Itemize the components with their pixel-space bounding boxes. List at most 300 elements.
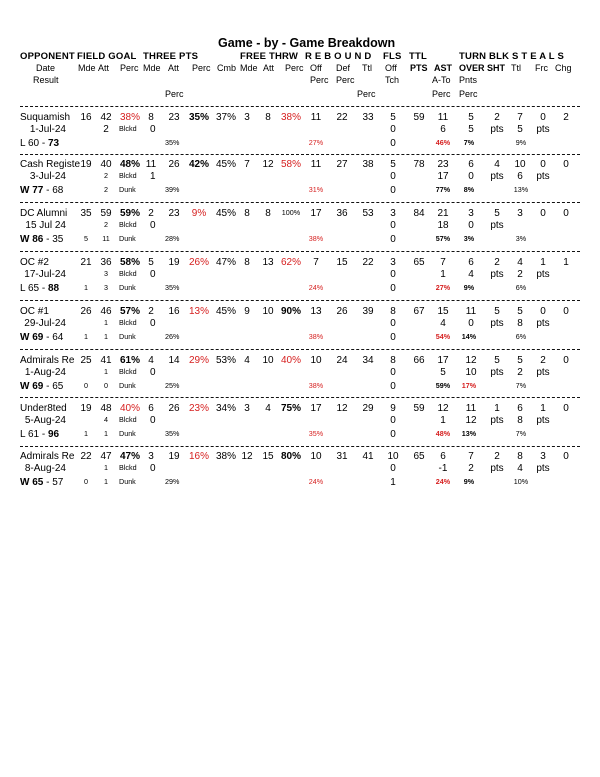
- ft-made: 7: [244, 159, 250, 170]
- three-made: 3: [148, 451, 154, 462]
- fouls-off-touch: 0: [390, 415, 396, 426]
- ft-attempted: 10: [262, 355, 274, 366]
- blocks-pts-label: pts: [490, 463, 504, 474]
- rebound-offensive: 11: [310, 112, 322, 123]
- ft-percent: 100%: [281, 208, 301, 217]
- game-date: 1-Aug-24: [24, 367, 66, 378]
- rebound-total: 34: [362, 355, 374, 366]
- fouls-off-touch: 0: [390, 171, 396, 182]
- fouls: 8: [390, 355, 396, 366]
- total-points: 67: [413, 306, 425, 317]
- fg-percent: 47%: [119, 451, 141, 462]
- turnovers: 5: [468, 112, 474, 123]
- fouls-third: 0: [390, 332, 396, 343]
- dunk-percent: 25%: [165, 381, 180, 390]
- three-percent: 23%: [188, 403, 210, 414]
- forced-pts-label: pts: [536, 269, 550, 280]
- blocked-value: 0: [150, 463, 156, 474]
- rebound-defensive: 12: [336, 403, 348, 414]
- fg-sub-value: 3: [104, 269, 108, 278]
- steals-percent: 9%: [515, 138, 527, 147]
- fg-percent: 48%: [119, 159, 141, 170]
- three-attempted: 19: [168, 451, 180, 462]
- header-row3-label: Result: [33, 75, 59, 85]
- fg-sub-value: 1: [84, 332, 88, 341]
- header-row2-label: Mde: [143, 63, 161, 73]
- steals-percent: 3%: [515, 234, 527, 243]
- assist-percent: 48%: [435, 429, 451, 438]
- header-row4-label: Perc: [165, 89, 184, 99]
- steals-forced: 1: [540, 257, 546, 268]
- assist-turnover: 4: [440, 318, 446, 329]
- fg-made: 25: [80, 355, 92, 366]
- assist-turnover: 18: [437, 220, 449, 231]
- rebound-total: 53: [362, 208, 374, 219]
- steals-points: 6: [517, 171, 523, 182]
- game-result: W 69 - 65: [20, 381, 64, 392]
- dunk-percent: 29%: [165, 477, 180, 486]
- header-row2-label: Off: [385, 63, 397, 73]
- assist-turnover: 5: [440, 367, 446, 378]
- fg-sub-value: 3: [104, 283, 108, 292]
- opponent-name: Admirals Re: [20, 355, 75, 366]
- charges: 0: [563, 159, 569, 170]
- rebound-offensive-percent: 24%: [308, 283, 324, 292]
- steals-points: 5: [517, 124, 523, 135]
- turnover-points: 12: [465, 415, 477, 426]
- fg-sub-value: 2: [104, 171, 108, 180]
- turnover-percent: 9%: [463, 477, 475, 486]
- turnover-points: 0: [468, 318, 474, 329]
- fg-attempted: 36: [100, 257, 112, 268]
- blocks-pts-label: pts: [490, 269, 504, 280]
- fg-attempted: 46: [100, 306, 112, 317]
- ft-percent: 90%: [280, 306, 302, 317]
- total-points: 65: [413, 451, 425, 462]
- rebound-total: 39: [362, 306, 374, 317]
- fg-sub-value: 5: [84, 234, 88, 243]
- game-date: 1-Jul-24: [29, 124, 66, 135]
- header-row3-label: A-To: [432, 75, 451, 85]
- steals-percent: 13%: [513, 185, 529, 194]
- turnover-percent: 3%: [463, 234, 475, 243]
- fg-attempted: 42: [100, 112, 112, 123]
- blocked-label: Blckd: [119, 171, 137, 180]
- row-separator: [20, 202, 580, 203]
- fouls-off-touch: 0: [390, 367, 396, 378]
- turnovers: 6: [468, 159, 474, 170]
- fouls: 5: [390, 112, 396, 123]
- combined-percent: 47%: [215, 257, 237, 268]
- fouls-off-touch: 0: [390, 124, 396, 135]
- game-result: W 77 - 68: [20, 185, 64, 196]
- steals-points: 4: [517, 463, 523, 474]
- rebound-defensive: 15: [336, 257, 348, 268]
- steals-forced: 0: [540, 112, 546, 123]
- steals-points: 2: [517, 367, 523, 378]
- header-row4-label: Perc: [432, 89, 451, 99]
- steals-points: 2: [517, 269, 523, 280]
- fouls: 9: [390, 403, 396, 414]
- blocked-value: 0: [150, 220, 156, 231]
- header-row1-label: THREE PTS: [143, 51, 199, 62]
- game-date: 8-Aug-24: [24, 463, 66, 474]
- forced-pts-label: pts: [536, 415, 550, 426]
- fg-attempted: 40: [100, 159, 112, 170]
- fg-percent: 57%: [119, 306, 141, 317]
- forced-pts-label: pts: [536, 463, 550, 474]
- forced-pts-label: pts: [536, 318, 550, 329]
- steals-total: 6: [517, 403, 523, 414]
- forced-pts-label: pts: [536, 171, 550, 182]
- fg-percent: 61%: [119, 355, 141, 366]
- game-result: L 65 - 88: [20, 283, 60, 294]
- game-result: L 61 - 96: [20, 429, 60, 440]
- steals-forced: 1: [540, 403, 546, 414]
- three-made: 11: [145, 159, 157, 170]
- blocks-pts-label: pts: [490, 367, 504, 378]
- charges: 0: [563, 306, 569, 317]
- combined-percent: 38%: [215, 451, 237, 462]
- row-separator: [20, 154, 580, 155]
- fg-percent: 59%: [119, 208, 141, 219]
- charges: 0: [563, 355, 569, 366]
- fouls-third: 0: [390, 381, 396, 392]
- assist-percent: 24%: [435, 477, 451, 486]
- forced-pts-label: pts: [536, 367, 550, 378]
- row-separator: [20, 106, 580, 107]
- ft-percent: 38%: [280, 112, 302, 123]
- rebound-total: 38: [362, 159, 374, 170]
- turnovers: 3: [468, 208, 474, 219]
- turnover-percent: 9%: [463, 283, 475, 292]
- fg-sub-value: 1: [104, 429, 108, 438]
- header-row2-label: Ttl: [362, 63, 372, 73]
- steals-forced: 0: [540, 208, 546, 219]
- steals-total: 10: [514, 159, 526, 170]
- assist-percent: 27%: [435, 283, 451, 292]
- fg-sub-value: 1: [104, 463, 108, 472]
- header-row2-label: Perc: [192, 63, 211, 73]
- fg-sub-value: 0: [84, 477, 88, 486]
- ft-percent: 75%: [280, 403, 302, 414]
- row-separator: [20, 251, 580, 252]
- header-row2-label: Att: [263, 63, 275, 73]
- combined-percent: 45%: [215, 306, 237, 317]
- charges: 1: [563, 257, 569, 268]
- blocks: 5: [494, 208, 500, 219]
- rebound-defensive: 36: [336, 208, 348, 219]
- rebound-total: 22: [362, 257, 374, 268]
- steals-total: 5: [517, 306, 523, 317]
- header-row2-label: OVER SHT: [459, 63, 506, 73]
- header-row2-label: Off: [310, 63, 322, 73]
- assist-turnover: -1: [438, 463, 448, 474]
- dunk-label: Dunk: [119, 283, 136, 292]
- fouls-off-touch: 0: [390, 220, 396, 231]
- ft-attempted: 13: [262, 257, 274, 268]
- header-row2-label: Att: [168, 63, 180, 73]
- fg-attempted: 41: [100, 355, 112, 366]
- dunk-label: Dunk: [119, 234, 136, 243]
- fg-attempted: 48: [100, 403, 112, 414]
- header-row1-label: OPPONENT: [20, 51, 75, 62]
- fouls-third: 1: [390, 477, 396, 488]
- row-separator: [20, 300, 580, 301]
- blocks-pts-label: pts: [490, 415, 504, 426]
- charges: 0: [563, 403, 569, 414]
- turnover-percent: 14%: [461, 332, 477, 341]
- turnover-points: 4: [468, 269, 474, 280]
- turnover-percent: 13%: [461, 429, 477, 438]
- header-row3-label: Pnts: [459, 75, 478, 85]
- header-row2-label: AST: [434, 63, 452, 73]
- turnover-points: 0: [468, 220, 474, 231]
- ft-made: 4: [244, 355, 250, 366]
- header-row2-label: Perc: [120, 63, 139, 73]
- three-attempted: 26: [168, 159, 180, 170]
- combined-percent: 34%: [215, 403, 237, 414]
- fg-sub-value: 1: [104, 367, 108, 376]
- fg-sub-value: 2: [104, 185, 108, 194]
- steals-percent: 6%: [515, 283, 527, 292]
- fg-attempted: 47: [100, 451, 112, 462]
- steals-forced: 0: [540, 159, 546, 170]
- fg-attempted: 59: [100, 208, 112, 219]
- charges: 2: [563, 112, 569, 123]
- steals-forced: 3: [540, 451, 546, 462]
- rebound-defensive: 24: [336, 355, 348, 366]
- fg-sub-value: 4: [104, 415, 108, 424]
- total-points: 59: [413, 112, 425, 123]
- ft-attempted: 12: [262, 159, 274, 170]
- rebound-offensive: 17: [310, 403, 322, 414]
- steals-forced: 0: [540, 306, 546, 317]
- opponent-name: OC #1: [20, 306, 49, 317]
- header-row4-label: Perc: [357, 89, 376, 99]
- turnover-points: 5: [468, 124, 474, 135]
- rebound-offensive-percent: 38%: [308, 234, 324, 243]
- blocks: 2: [494, 112, 500, 123]
- three-percent: 26%: [188, 257, 210, 268]
- steals-total: 7: [517, 112, 523, 123]
- three-attempted: 26: [168, 403, 180, 414]
- opponent-name: Admirals Re: [20, 451, 75, 462]
- rebound-offensive-percent: 38%: [308, 381, 324, 390]
- total-points: 59: [413, 403, 425, 414]
- game-date: 17-Jul-24: [24, 269, 66, 280]
- turnover-points: 2: [468, 463, 474, 474]
- assist-turnover: 6: [440, 124, 446, 135]
- charges: 0: [563, 208, 569, 219]
- total-points: 65: [413, 257, 425, 268]
- header-row3-label: Perc: [310, 75, 329, 85]
- rebound-defensive: 26: [336, 306, 348, 317]
- charges: 0: [563, 451, 569, 462]
- combined-percent: 37%: [215, 112, 237, 123]
- assist-turnover: 1: [440, 269, 446, 280]
- ft-attempted: 8: [265, 208, 271, 219]
- assist-percent: 57%: [435, 234, 451, 243]
- three-made: 2: [148, 208, 154, 219]
- rebound-offensive: 10: [310, 451, 322, 462]
- assists: 7: [440, 257, 446, 268]
- blocked-value: 0: [150, 124, 156, 135]
- steals-total: 8: [517, 451, 523, 462]
- opponent-name: Under8ted: [20, 403, 67, 414]
- header-row1-label: TURN BLK: [459, 51, 510, 62]
- header-row2-label: Ttl: [511, 63, 521, 73]
- forced-pts-label: pts: [536, 124, 550, 135]
- fg-sub-value: 0: [84, 381, 88, 390]
- header-row1-label: S T E A L S: [512, 51, 564, 62]
- ft-made: 12: [241, 451, 253, 462]
- fg-made: 35: [80, 208, 92, 219]
- turnovers: 11: [465, 306, 477, 317]
- assists: 23: [437, 159, 449, 170]
- rebound-defensive: 22: [336, 112, 348, 123]
- game-result: L 60 - 73: [20, 138, 60, 149]
- turnover-percent: 8%: [463, 185, 475, 194]
- fg-sub-value: 2: [103, 124, 109, 135]
- header-row2-label: Date: [36, 63, 56, 73]
- fg-made: 16: [80, 112, 92, 123]
- assists: 17: [437, 355, 449, 366]
- three-percent: 16%: [188, 451, 210, 462]
- header-row2-label: Perc: [285, 63, 304, 73]
- rebound-total: 29: [362, 403, 374, 414]
- dunk-percent: 35%: [165, 138, 180, 147]
- assists: 11: [437, 112, 449, 123]
- fouls-third: 0: [390, 185, 396, 196]
- three-percent: 13%: [188, 306, 210, 317]
- rebound-offensive-percent: 27%: [308, 138, 324, 147]
- blocks: 5: [494, 355, 500, 366]
- game-result: W 65 - 57: [20, 477, 64, 488]
- game-date: 5-Aug-24: [24, 415, 66, 426]
- opponent-name: Cash Registe: [20, 159, 81, 170]
- three-made: 2: [148, 306, 154, 317]
- blocks: 2: [494, 257, 500, 268]
- steals-points: 8: [517, 415, 523, 426]
- ft-attempted: 4: [265, 403, 271, 414]
- fouls: 3: [390, 257, 396, 268]
- header-row2-label: Def: [336, 63, 351, 73]
- steals-forced: 2: [540, 355, 546, 366]
- ft-made: 3: [244, 403, 250, 414]
- rebound-defensive: 31: [336, 451, 348, 462]
- assist-percent: 59%: [435, 381, 451, 390]
- header-row1-label: FIELD GOAL: [77, 51, 137, 62]
- fouls-third: 0: [390, 234, 396, 245]
- combined-percent: 45%: [215, 159, 237, 170]
- fg-made: 21: [80, 257, 92, 268]
- header-row2-label: Frc: [535, 63, 548, 73]
- rebound-defensive: 27: [336, 159, 348, 170]
- fg-made: 19: [80, 159, 92, 170]
- steals-percent: 6%: [515, 332, 527, 341]
- fouls-third: 0: [390, 138, 396, 149]
- header-row2-label: Mde: [240, 63, 258, 73]
- turnover-percent: 17%: [461, 381, 477, 390]
- opponent-name: OC #2: [20, 257, 49, 268]
- dunk-label: Dunk: [119, 185, 136, 194]
- rebound-offensive-percent: 35%: [308, 429, 324, 438]
- fouls-third: 0: [390, 429, 396, 440]
- fouls: 10: [387, 451, 399, 462]
- opponent-name: DC Alumni: [20, 208, 68, 219]
- three-attempted: 16: [168, 306, 180, 317]
- fouls-third: 0: [390, 283, 396, 294]
- header-row2-label: Chg: [555, 63, 572, 73]
- rebound-offensive: 11: [310, 159, 322, 170]
- dunk-label: Dunk: [119, 477, 136, 486]
- fg-percent: 58%: [119, 257, 141, 268]
- assist-percent: 46%: [435, 138, 451, 147]
- game-result: W 86 - 35: [20, 234, 64, 245]
- ft-made: 3: [244, 112, 250, 123]
- assist-turnover: 1: [440, 415, 446, 426]
- three-attempted: 23: [168, 112, 180, 123]
- steals-total: 5: [517, 355, 523, 366]
- fg-sub-value: 11: [102, 234, 110, 243]
- rebound-offensive: 10: [310, 355, 322, 366]
- opponent-name: Suquamish: [20, 112, 71, 123]
- ft-made: 8: [244, 257, 250, 268]
- header-row3-label: Perc: [336, 75, 355, 85]
- fg-sub-value: 2: [104, 220, 108, 229]
- ft-made: 9: [244, 306, 250, 317]
- fg-sub-value: 1: [84, 283, 88, 292]
- three-attempted: 19: [168, 257, 180, 268]
- blocked-label: Blckd: [119, 220, 137, 229]
- row-separator: [20, 446, 580, 447]
- fg-percent: 40%: [119, 403, 141, 414]
- turnover-percent: 7%: [463, 138, 475, 147]
- three-percent: 29%: [188, 355, 210, 366]
- assists: 21: [437, 208, 449, 219]
- ft-attempted: 10: [262, 306, 274, 317]
- rebound-offensive-percent: 31%: [308, 185, 324, 194]
- dunk-percent: 35%: [165, 429, 180, 438]
- steals-percent: 10%: [513, 477, 529, 486]
- assists: 15: [437, 306, 449, 317]
- blocked-label: Blckd: [119, 124, 137, 133]
- total-points: 66: [413, 355, 425, 366]
- three-made: 8: [148, 112, 154, 123]
- ft-percent: 40%: [280, 355, 302, 366]
- assist-percent: 77%: [435, 185, 451, 194]
- assist-percent: 54%: [435, 332, 451, 341]
- combined-percent: 53%: [215, 355, 237, 366]
- blocked-label: Blckd: [119, 318, 137, 327]
- turnovers: 7: [468, 451, 474, 462]
- blocked-value: 0: [150, 367, 156, 378]
- fg-sub-value: 1: [104, 477, 108, 486]
- three-percent: 42%: [188, 159, 210, 170]
- game-date: 29-Jul-24: [24, 318, 66, 329]
- blocked-label: Blckd: [119, 463, 137, 472]
- game-date: 15 Jul 24: [25, 220, 66, 231]
- assists: 6: [440, 451, 446, 462]
- blocked-value: 0: [150, 318, 156, 329]
- three-percent: 9%: [191, 208, 207, 219]
- fg-percent: 38%: [119, 112, 141, 123]
- blocked-label: Blckd: [119, 367, 137, 376]
- blocked-value: 1: [150, 171, 156, 182]
- steals-percent: 7%: [515, 429, 527, 438]
- rebound-offensive: 17: [310, 208, 322, 219]
